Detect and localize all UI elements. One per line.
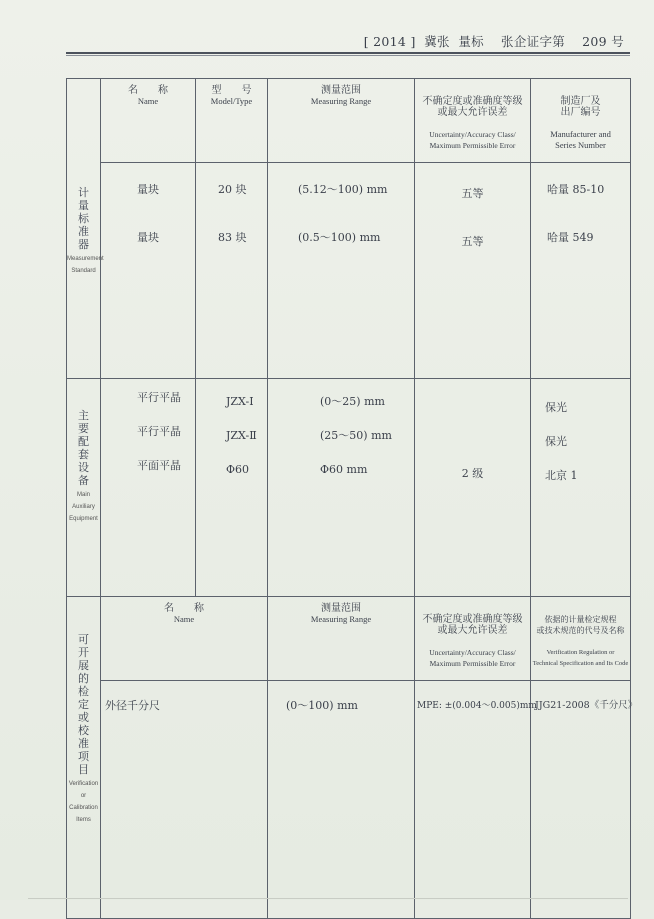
equipment-model-cell — [196, 379, 268, 597]
equipment-name-1: 平行平晶 — [137, 391, 181, 404]
standard-model-cell — [196, 163, 268, 379]
equipment-model-3: Φ60 — [226, 463, 250, 476]
items-header-regulation: 依据的计量检定规程 或技术规范的代号及名称 Verification Regulation or Technical Specification and Its Code — [531, 597, 631, 681]
equipment-name-3: 平面平晶 — [137, 459, 181, 472]
equipment-row — [67, 379, 631, 597]
equipment-name-cell — [101, 379, 196, 597]
standard-range-2: (0.5～100) mm — [298, 231, 381, 244]
header-model: 型 号 Model/Type — [196, 79, 268, 163]
header-rule — [66, 52, 630, 54]
equipment-model-1: JZX-Ⅰ — [226, 395, 254, 408]
header-accuracy: 不确定度或准确度等级 或最大允许误差 Uncertainty/Accuracy Class/ Maximum Permissible Error — [415, 79, 531, 163]
header-manufacturer: 制造厂及 出厂编号 Manufacturer and Series Number — [531, 79, 631, 163]
standard-accuracy-2: 五等 — [461, 235, 484, 248]
header-cert-prefix: 张企证字第 — [501, 34, 566, 49]
item-regulation: JJG21-2008《千分尺》 — [535, 700, 638, 711]
equipment-range-cell — [268, 379, 415, 597]
items-header-row — [67, 597, 631, 681]
standard-maker-cell — [531, 163, 631, 379]
item-range: (0～100) mm — [286, 699, 358, 712]
standard-accuracy-cell — [415, 163, 531, 379]
standard-header-row — [67, 79, 631, 163]
equipment-model-2: JZX-Ⅱ — [226, 429, 257, 442]
equipment-name-2: 平行平晶 — [137, 425, 181, 438]
equipment-maker-3: 北京 1 — [545, 469, 578, 482]
item-regulation-cell — [531, 681, 638, 919]
header-rule-thin — [66, 55, 630, 56]
header-range: 测量范围 Measuring Range — [268, 79, 415, 163]
header-category: 量标 — [458, 34, 484, 49]
equipment-accuracy: 2 级 — [461, 467, 484, 480]
header-year: [ 2014 ] — [363, 34, 416, 49]
items-body-row — [67, 681, 631, 919]
standard-body-row — [67, 163, 631, 379]
standard-section-label: 计 量 标 准 器 Measurement Standard — [67, 79, 101, 379]
equipment-maker-2: 保光 — [545, 435, 568, 448]
header-cert-number: 209 号 — [582, 34, 624, 49]
page-bottom-edge — [28, 898, 628, 899]
equipment-range-1: (0～25) mm — [320, 395, 385, 408]
item-accuracy-cell — [415, 681, 537, 919]
item-name-cell — [101, 681, 268, 919]
standard-name-cell — [101, 163, 196, 379]
standard-range-cell — [268, 163, 415, 379]
header-province: 冀张 — [424, 34, 450, 49]
standard-range-1: (5.12～100) mm — [298, 183, 388, 196]
standard-name-2: 量块 — [137, 231, 159, 244]
item-range-cell — [268, 681, 415, 919]
certificate-header — [364, 32, 624, 50]
item-name: 外径千分尺 — [105, 699, 160, 712]
standard-name-1: 量块 — [137, 183, 159, 196]
items-section-label: 可 开 展 的 检 定 或 校 准 项 目 Verification or Calibration Items — [67, 597, 101, 919]
items-header-range: 测量范围 Measuring Range — [268, 597, 415, 681]
items-header-accuracy: 不确定度或准确度等级 或最大允许误差 Uncertainty/Accuracy Class/ Maximum Permissible Error — [415, 597, 531, 681]
equipment-range-3: Φ60 mm — [320, 463, 368, 476]
standard-maker-1: 哈量 85-10 — [547, 183, 605, 196]
standard-maker-2: 哈量 549 — [547, 231, 594, 244]
equipment-maker-cell — [531, 379, 631, 597]
item-accuracy: MPE: ±(0.004～0.005)mm — [417, 701, 537, 711]
equipment-range-2: (25～50) mm — [320, 429, 392, 442]
equipment-section-label: 主 要 配 套 设 备 Main Auxiliary Equipment — [67, 379, 101, 597]
standard-model-1: 20 块 — [218, 183, 247, 196]
standard-accuracy-1: 五等 — [461, 187, 484, 200]
equipment-maker-1: 保光 — [545, 401, 568, 414]
equipment-accuracy-cell — [415, 379, 531, 597]
items-header-name: 名 称 Name — [101, 597, 268, 681]
standard-model-2: 83 块 — [218, 231, 247, 244]
certificate-table — [66, 78, 638, 919]
header-name: 名 称 Name — [101, 79, 196, 163]
